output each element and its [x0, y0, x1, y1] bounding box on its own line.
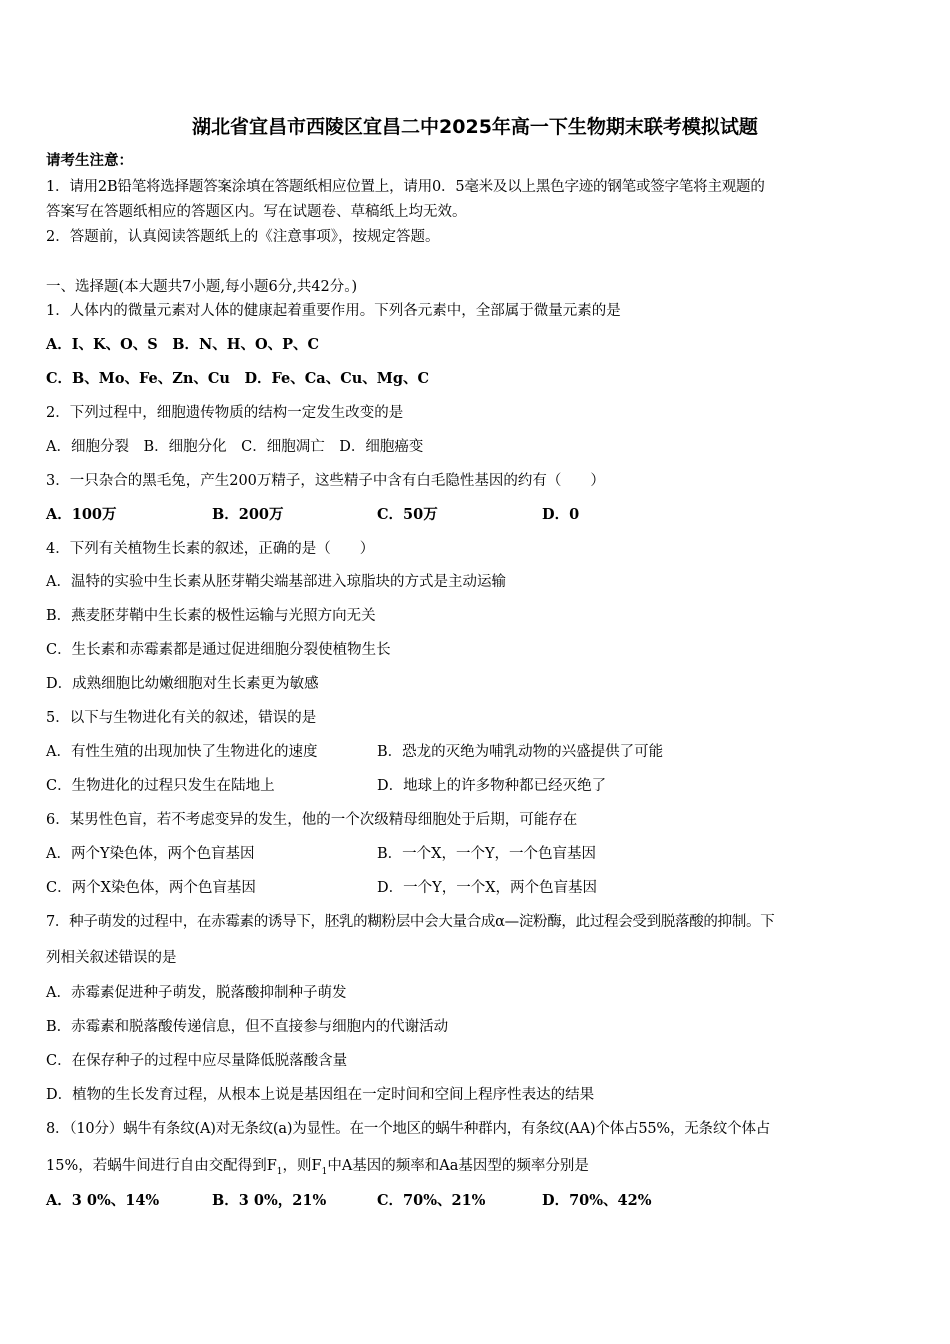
question-6-option-b: B．一个X，一个Y，一个色盲基因	[377, 846, 597, 862]
question-4-option-c: C．生长素和赤霉素都是通过促进细胞分裂使植物生长	[46, 642, 391, 658]
question-2-options: A．细胞分裂 B．细胞分化 C．细胞凋亡 D．细胞癌变	[46, 439, 424, 455]
notice-heading: 请考生注意：	[46, 152, 133, 169]
question-6-option-a: A．两个Y染色体，两个色盲基因	[46, 846, 255, 862]
question-1-stem: 1．人体内的微量元素对人体的健康起着重要作用。下列各元素中，全部属于微量元素的是	[46, 303, 621, 319]
question-8-stem-text: 蜗牛有条纹(A)对无条纹(a)为显性。在一个地区的蜗牛种群内，有条纹(AA)个体占55%，无条纹个体占	[123, 1121, 771, 1137]
question-4-option-a: A．温特的实验中生长素从胚芽鞘尖端基部进入琼脂块的方式是主动运输	[46, 574, 506, 590]
question-1-options-ab: A．I、K、O、S B．N、H、O、P、C	[46, 336, 320, 353]
question-4-stem: 4．下列有关植物生长素的叙述，正确的是（ ）	[46, 541, 375, 557]
question-7-option-b: B．赤霉素和脱落酸传递信息，但不直接参与细胞内的代谢活动	[46, 1019, 449, 1035]
question-5-stem: 5．以下与生物进化有关的叙述，错误的是	[46, 710, 317, 726]
question-8-number: 8．（10分）	[46, 1121, 124, 1137]
question-7-option-a: A．赤霉素促进种子萌发，脱落酸抑制种子萌发	[46, 985, 347, 1001]
question-6-option-d: D．一个Y，一个X，两个色盲基因	[377, 880, 598, 896]
question-6-option-c: C．两个X染色体，两个色盲基因	[46, 880, 256, 896]
notice-item-2: 2．答题前，认真阅读答题纸上的《注意事项》，按规定答题。	[46, 229, 440, 245]
notice-item-1-line-2: 答案写在答题纸相应的答题区内。写在试题卷、草稿纸上均无效。	[46, 204, 467, 220]
question-4-option-b: B．燕麦胚芽鞘中生长素的极性运输与光照方向无关	[46, 608, 376, 624]
question-5-option-d: D．地球上的许多物种都已经灭绝了	[377, 778, 607, 794]
question-8-stem-part-c: 中A基因的频率和Aa基因型的频率分别是	[327, 1158, 589, 1174]
question-7-option-d: D．植物的生长发育过程，从根本上说是基因组在一定时间和空间上程序性表达的结果	[46, 1087, 595, 1103]
question-2-stem: 2．下列过程中，细胞遗传物质的结构一定发生改变的是	[46, 405, 404, 421]
question-8-option-d: D．70%、42%	[542, 1192, 652, 1209]
question-8-option-a: A．3 0%、14%	[46, 1192, 160, 1209]
question-8-stem-part-a: 15%，若蜗牛间进行自由交配得到F	[46, 1158, 277, 1174]
question-8-subscript-1: 1	[276, 1166, 283, 1177]
question-3-stem: 3．一只杂合的黑毛兔，产生200万精子，这些精子中含有白毛隐性基因的约有（ ）	[46, 473, 605, 489]
question-8-stem-part-b: ，则F	[282, 1158, 322, 1174]
question-3-option-a: A．100万	[46, 506, 117, 523]
question-6-stem: 6．某男性色盲，若不考虑变异的发生，他的一个次级精母细胞处于后期，可能存在	[46, 812, 578, 828]
question-3-option-c: C．50万	[377, 506, 438, 523]
question-3-option-b: B．200万	[212, 506, 284, 523]
notice-item-1-line-1: 1．请用2B铅笔将选择题答案涂填在答题纸相应位置上，请用0．5毫米及以上黑色字迹的钢笔或签字笔将主观题的	[46, 179, 765, 195]
question-7-stem-line-2: 列相关叙述错误的是	[46, 950, 177, 966]
question-5-option-b: B．恐龙的灭绝为哺乳动物的兴盛提供了可能	[377, 744, 664, 760]
exam-title: 湖北省宜昌市西陵区宜昌二中2025年高一下生物期末联考模拟试题	[192, 116, 758, 138]
question-8-option-c: C．70%、21%	[377, 1192, 486, 1209]
question-3-option-d: D．0	[542, 506, 580, 523]
question-1-options-cd: C．B、Mo、Fe、Zn、Cu D．Fe、Ca、Cu、Mg、C	[46, 370, 430, 387]
section-heading: 一、选择题(本大题共7小题,每小题6分,共42分。)	[46, 279, 358, 295]
question-8-stem-line-1	[46, 1119, 916, 1139]
question-7-option-c: C．在保存种子的过程中应尽量降低脱落酸含量	[46, 1053, 348, 1069]
question-5-option-a: A．有性生殖的出现加快了生物进化的速度	[46, 744, 318, 760]
question-5-option-c: C．生物进化的过程只发生在陆地上	[46, 778, 275, 794]
question-4-option-d: D．成熟细胞比幼嫩细胞对生长素更为敏感	[46, 676, 319, 692]
question-7-stem-line-1: 7．种子萌发的过程中，在赤霉素的诱导下，胚乳的糊粉层中会大量合成α—淀粉酶，此过程会受到脱落酸的抑制。下	[46, 914, 775, 930]
question-8-stem-line-2	[46, 1156, 916, 1182]
question-8-option-b: B．3 0%，21%	[212, 1192, 327, 1209]
question-8-subscript-2: 1	[321, 1166, 328, 1177]
